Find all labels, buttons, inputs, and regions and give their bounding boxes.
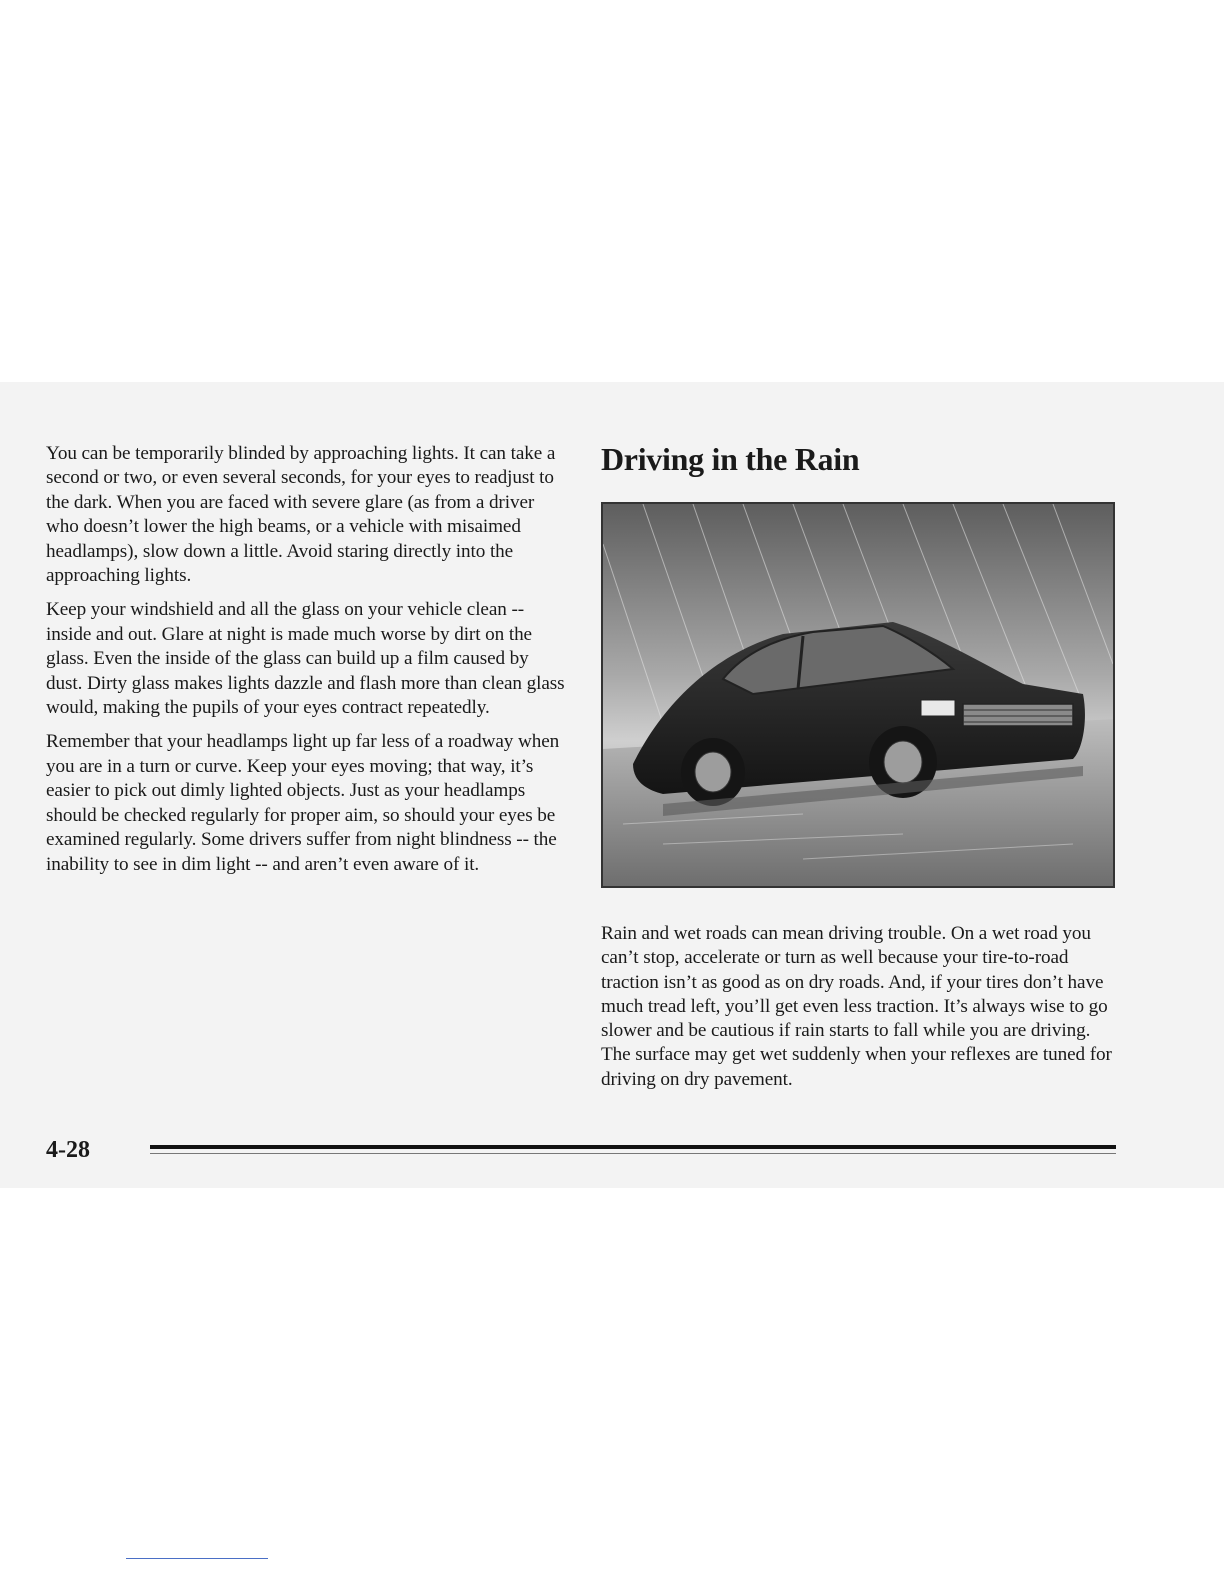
- footer-rule-thin: [150, 1153, 1116, 1154]
- paragraph-glare: You can be temporarily blinded by approaching lights. It can take a second or two, or even several seconds, for your eyes to readjust to the dark. When you are faced with severe glare (as from a driver who doesn’t lower the high beams, or a vehicle with misaimed headlamps), slow down a little. Avoid staring directly into the approaching lights.: [46, 443, 556, 587]
- paragraph-windshield: Keep your windshield and all the glass on your vehicle clean -- inside and out. Glare at night is made much worse by dirt on the glass. Even the inside of the glass can build up a film caused by dust. Dirty glass makes lights dazzle and flash more than clean glass would, making the pupils of your eyes contract repeatedly.: [46, 599, 565, 719]
- footer-rule-thick: [150, 1145, 1116, 1149]
- page-footer: [46, 1136, 1116, 1162]
- car-in-rain-illustration: [601, 502, 1115, 888]
- rain-paragraph: Rain and wet roads can mean driving trouble. On a wet road you can’t stop, accelerate or turn as well because your tire-to-road traction isn’t as good as on dry roads. And, if your tires don’t have much tread left, you’ll get even less traction. It’s always wise to go slower and be cautious if rain starts to fall while you are driving. The surface may get wet suddenly when your reflexes are tuned for driving on dry pavement.: [601, 923, 1112, 1090]
- left-column: [46, 442, 568, 887]
- paragraph-headlamps: Remember that your headlamps light up far less of a roadway when you are in a turn or curve. Keep your eyes moving; that way, it’s easier to pick out dimly lighted objects. Just as your headlamps should be checked regularly for proper aim, so should your eyes be examined regularly. Some drivers suffer from night blindness -- the inability to see in dim light -- and aren’t even aware of it.: [46, 731, 560, 875]
- bottom-divider: [126, 1558, 268, 1559]
- car-in-rain-drawing: [603, 504, 1113, 886]
- section-heading: Driving in the Rain: [601, 441, 860, 477]
- page-number: 4-28: [46, 1136, 94, 1164]
